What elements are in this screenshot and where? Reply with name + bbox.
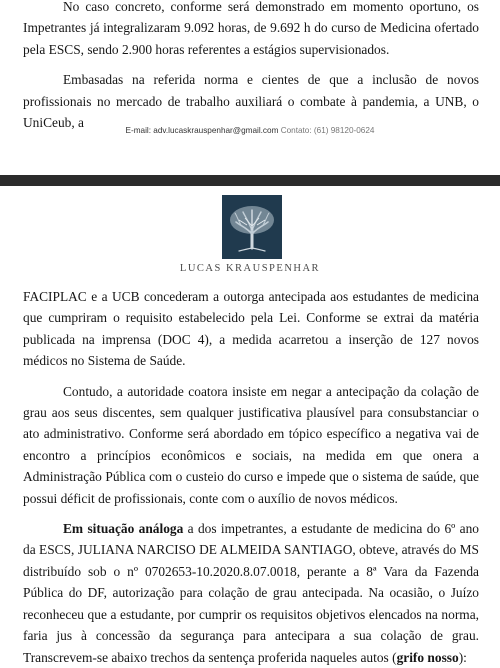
emphasis-grifo-nosso: grifo nosso [396, 649, 459, 665]
footer-contact: Contato: (61) 98120-0624 [280, 126, 375, 135]
paragraph-intro: No caso concreto, conforme será demonstrado em momento oportuno, os Impetrantes já integralizaram 9.092 horas, de 9.692 h do curso de Medicina ofertado pela ESCS, sendo 2.900 horas referentes a estágios supervisionados. [23, 0, 479, 57]
logo-name: LUCAS KRAUSPENHAR [179, 263, 321, 274]
paragraph-embasadas: Embasadas na referida norma e cientes de que a inclusão de novos profissionais no mercado de trabalho auxiliará o combate à pandemia, a UNB, o UniCeub, a [23, 72, 479, 131]
page-break [0, 175, 500, 186]
paragraph-situacao-analoga [23, 518, 479, 668]
top-text-block [23, 0, 479, 133]
tree-logo-icon [222, 195, 282, 259]
footer-email: E-mail: adv.lucaskrauspenhar@gmail.com [125, 126, 279, 135]
paragraph-situacao-body: a dos impetrantes, a estudante de medicina do 6º ano da ESCS, JULIANA NARCISO DE ALMEIDA SANTIAGO, obteve, através do MS distribuído sob o nº 0702653-10.2020.8.07.0018, perante a 8ª Vara da Fazenda Pública do DF, autorização para colação de grau antecipada. Na ocasião, o Juízo reconheceu que a estudante, por cumprir os requisitos objetivos elencados na norma, faria jus à concessão da segurança para antecipara a sua colação de grau. Transcrevem-se abaixo trechos da sentença proferida naqueles autos ( [23, 521, 480, 665]
bottom-text-block [23, 286, 479, 668]
document-page-top [0, 0, 500, 175]
paragraph-contudo: Contudo, a autoridade coatora insiste em negar a antecipação da colação de grau aos seus discentes, sem qualquer justificativa plausível para consubstanciar o ato administrativo. Conforme será abordado em tópico específico a negativa vai de encontro a princípios econômicos e sociais, na medida em que onera a Administração Pública com o custeio do curso e impede que o sistema de saúde, que possui déficit de profissionais, conte com o auxílio de novos médicos. [23, 383, 479, 506]
paragraph-faciplac: FACIPLAC e a UCB concederam a outorga antecipada aos estudantes de medicina que cumpriram o requisito estabelecido pela Lei. Conforme se extrai da matéria publicada na imprensa (DOC 4), a medida acarretou a inserção de 127 novos médicos no Sistema de Saúde. [23, 289, 479, 369]
paragraph-situacao-tail: ): [458, 649, 467, 665]
emphasis-situacao-analoga: Em situação análoga [63, 521, 184, 537]
page-footer [0, 126, 500, 135]
